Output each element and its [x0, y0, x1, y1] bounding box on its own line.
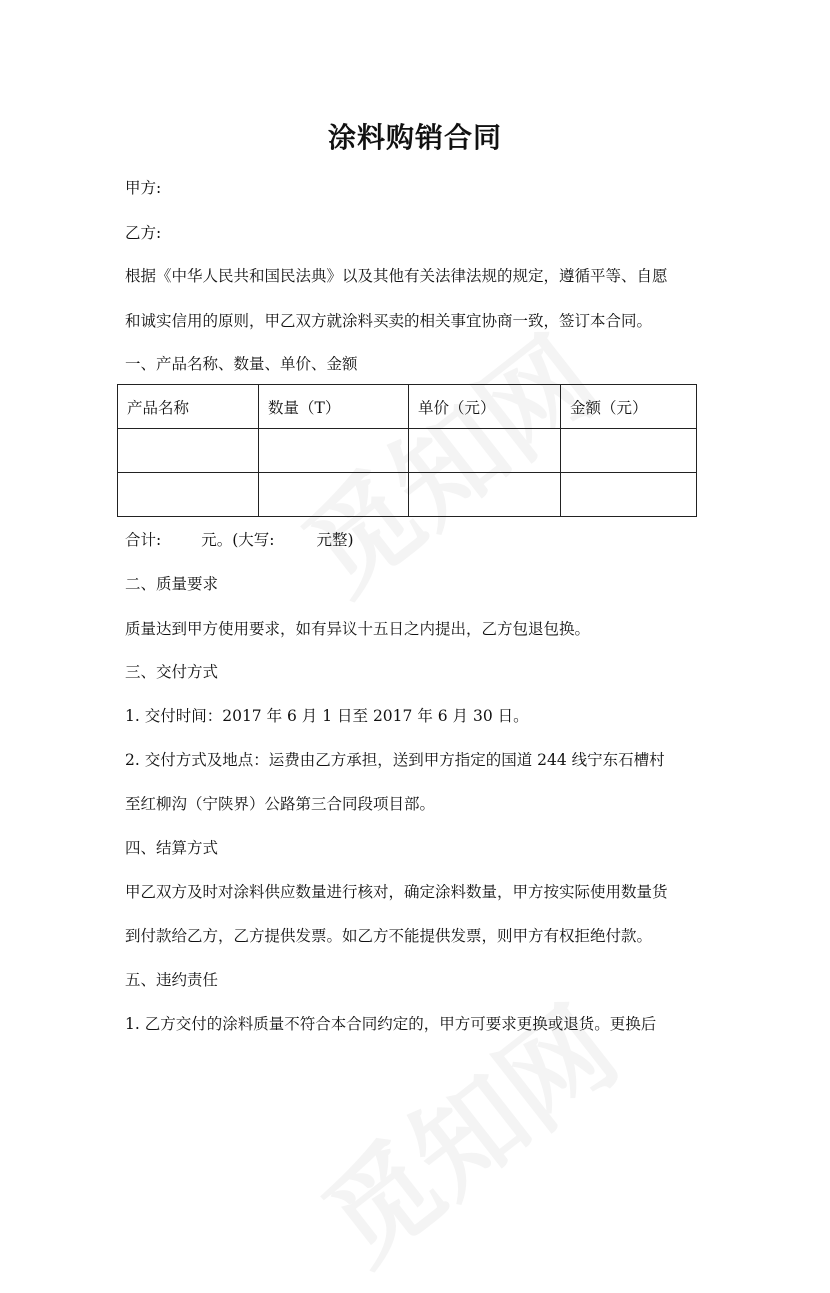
table-cell [561, 429, 697, 473]
section-heading: 四、结算方式 [125, 839, 219, 857]
table-cell [118, 429, 259, 473]
table-header-row [118, 385, 697, 429]
section-paragraph-line: 质量达到甲方使用要求，如有异议十五日之内提出，乙方包退包换。 [125, 620, 591, 638]
total-line [125, 530, 354, 550]
section-paragraph-line: 1. 乙方交付的涂料质量不符合本合同约定的，甲方可要求更换或退货。更换后 [125, 1015, 657, 1033]
total-unit: 元。(大写: [201, 531, 275, 549]
table-cell [409, 429, 561, 473]
section-paragraph-line: 2. 交付方式及地点：运费由乙方承担，送到甲方指定的国道 244 线宁东石槽村 [125, 751, 665, 769]
table-cell [118, 473, 259, 517]
total-label: 合计: [125, 531, 162, 549]
section-heading: 五、违约责任 [125, 971, 219, 989]
section-paragraph-line: 1. 交付时间：2017 年 6 月 1 日至 2017 年 6 月 30 日。 [125, 707, 529, 725]
total-suffix: 元整) [316, 531, 354, 549]
table-header-cell: 金额（元） [561, 385, 697, 429]
table-cell [561, 473, 697, 517]
section-paragraph-line: 至红柳沟（宁陕界）公路第三合同段项目部。 [125, 795, 436, 813]
document-title: 涂料购销合同 [327, 121, 502, 154]
intro-paragraph-line: 和诚实信用的原则，甲乙双方就涂料买卖的相关事宜协商一致，签订本合同。 [125, 312, 653, 330]
table-header-cell: 单价（元） [409, 385, 561, 429]
section-heading: 二、质量要求 [125, 575, 219, 593]
table-header-cell: 数量（T） [259, 385, 409, 429]
intro-paragraph-line: 根据《中华人民共和国民法典》以及其他有关法律法规的规定，遵循平等、自愿 [125, 267, 668, 285]
table-cell [409, 473, 561, 517]
party-a-label: 甲方: [125, 179, 162, 197]
party-b-label: 乙方: [125, 224, 162, 242]
section-paragraph-line: 甲乙双方及时对涂料供应数量进行核对，确定涂料数量，甲方按实际使用数量货 [125, 883, 668, 901]
table-row [118, 429, 697, 473]
products-table [117, 384, 697, 517]
section-paragraph-line: 到付款给乙方，乙方提供发票。如乙方不能提供发票，则甲方有权拒绝付款。 [125, 927, 653, 945]
section-heading: 三、交付方式 [125, 663, 219, 681]
section-heading: 一、产品名称、数量、单价、金额 [125, 355, 358, 373]
table-header-cell: 产品名称 [118, 385, 259, 429]
table-cell [259, 429, 409, 473]
table-row [118, 473, 697, 517]
table-cell [259, 473, 409, 517]
